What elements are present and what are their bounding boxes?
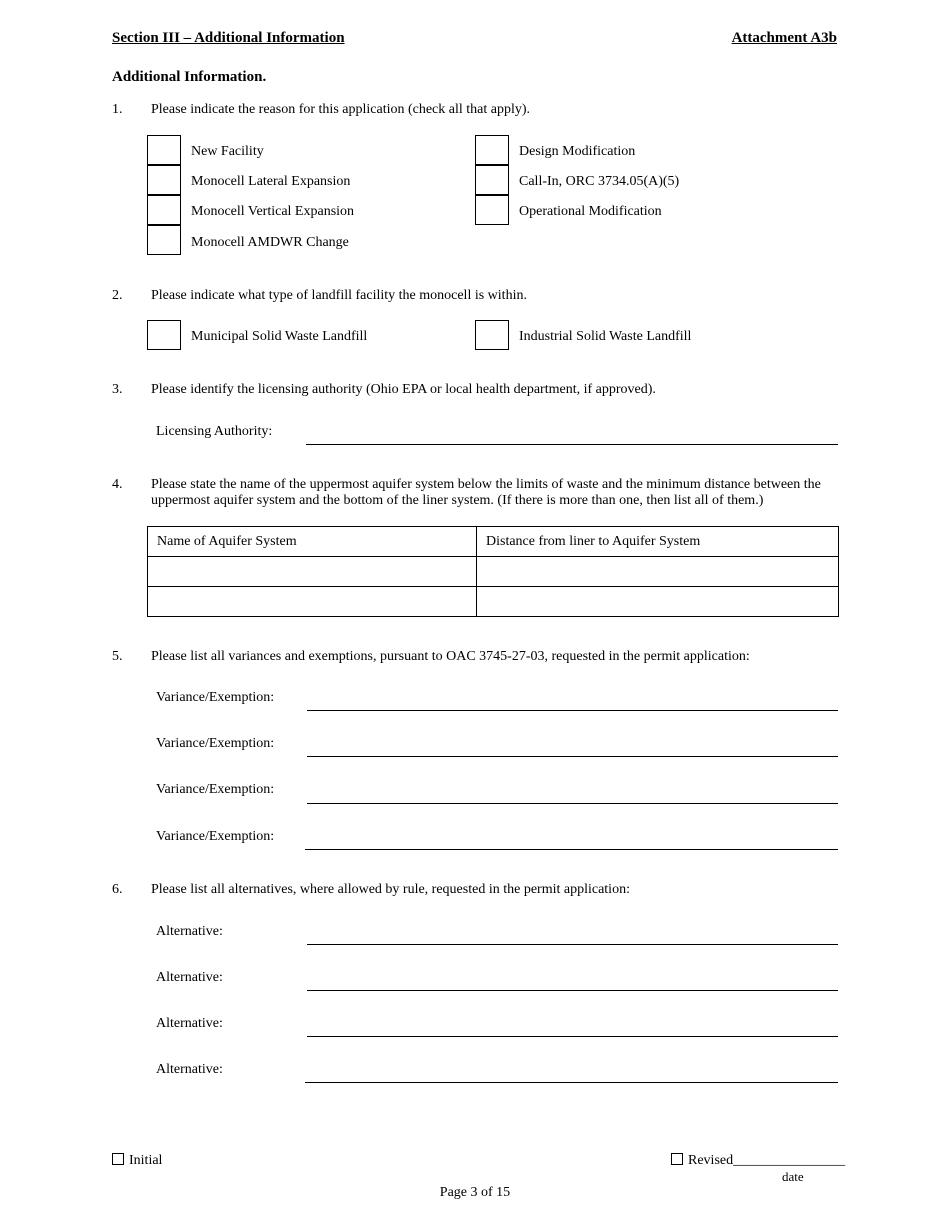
aquifer-name-cell[interactable] [148,587,477,617]
q5-number: 5. [112,649,123,664]
option-lateral-expansion: Monocell Lateral Expansion [191,174,351,189]
aquifer-distance-cell[interactable] [477,587,839,617]
alternative-label-4: Alternative: [156,1062,223,1077]
revised-checkbox-icon[interactable] [671,1153,683,1165]
option-industrial-landfill: Industrial Solid Waste Landfill [519,329,692,344]
revised-date-blank[interactable]: ________________ [733,1153,846,1168]
initial-option[interactable] [112,1153,162,1169]
aquifer-table [147,526,839,617]
q2-text: Please indicate what type of landfill facility the monocell is within. [151,288,527,303]
section-title: Section III – Additional Information [112,30,345,46]
initial-label: Initial [129,1153,163,1168]
variance-field-3[interactable] [307,803,838,804]
option-amdwr-change: Monocell AMDWR Change [191,235,349,250]
aquifer-distance-header: Distance from liner to Aquifer System [477,527,839,557]
variance-label-4: Variance/Exemption: [156,829,275,844]
option-vertical-expansion: Monocell Vertical Expansion [191,204,355,219]
page-number: Page 3 of 15 [439,1185,511,1200]
alternative-label-1: Alternative: [156,924,223,939]
q4-text-line2: uppermost aquifer system and the bottom of the liner system. (If there is more than one, then list all of them.) [151,493,764,508]
q6-text: Please list all alternatives, where allowed by rule, requested in the permit application: [151,882,630,897]
licensing-authority-label: Licensing Authority: [156,424,273,439]
variance-field-4[interactable] [305,849,838,850]
option-call-in: Call-In, ORC 3734.05(A)(5) [519,174,680,189]
alternative-field-1[interactable] [307,944,838,945]
q1-text: Please indicate the reason for this application (check all that apply). [151,102,531,117]
option-new-facility: New Facility [191,144,264,159]
alternative-field-2[interactable] [307,990,838,991]
table-row [148,587,839,617]
page-heading: Additional Information. [112,69,267,85]
q4-text-line1: Please state the name of the uppermost aquifer system below the limits of waste and the minimum distance between the [151,477,821,492]
alternative-label-3: Alternative: [156,1016,223,1031]
checkbox-new-facility[interactable] [147,135,181,165]
variance-label-1: Variance/Exemption: [156,690,275,705]
checkbox-design-modification[interactable] [475,135,509,165]
q5-text: Please list all variances and exemptions, pursuant to OAC 3745-27-03, requested in the permit application: [151,649,750,664]
option-design-modification: Design Modification [519,144,636,159]
q3-text: Please identify the licensing authority (Ohio EPA or local health department, if approved). [151,382,656,397]
initial-checkbox-icon[interactable] [112,1153,124,1165]
revised-option[interactable] [671,1153,845,1169]
aquifer-table-header [148,527,839,557]
checkbox-amdwr-change[interactable] [147,225,181,255]
table-row [148,557,839,587]
q1-number: 1. [112,102,123,117]
option-municipal-landfill: Municipal Solid Waste Landfill [191,329,368,344]
q3-number: 3. [112,382,123,397]
checkbox-operational-modification[interactable] [475,195,509,225]
variance-field-2[interactable] [307,756,838,757]
checkbox-municipal-landfill[interactable] [147,320,181,350]
alternative-label-2: Alternative: [156,970,223,985]
date-caption: date [782,1169,804,1184]
variance-label-3: Variance/Exemption: [156,782,275,797]
q4-number: 4. [112,477,123,492]
checkbox-lateral-expansion[interactable] [147,165,181,195]
checkbox-vertical-expansion[interactable] [147,195,181,225]
q2-number: 2. [112,288,123,303]
variance-field-1[interactable] [307,710,838,711]
option-operational-modification: Operational Modification [519,204,662,219]
checkbox-call-in[interactable] [475,165,509,195]
checkbox-industrial-landfill[interactable] [475,320,509,350]
alternative-field-4[interactable] [305,1082,838,1083]
aquifer-distance-cell[interactable] [477,557,839,587]
aquifer-name-header: Name of Aquifer System [148,527,477,557]
alternative-field-3[interactable] [307,1036,838,1037]
q6-number: 6. [112,882,123,897]
aquifer-name-cell[interactable] [148,557,477,587]
attachment-label: Attachment A3b [731,30,837,46]
variance-label-2: Variance/Exemption: [156,736,275,751]
revised-label: Revised [688,1153,734,1168]
licensing-authority-field[interactable] [306,444,838,445]
